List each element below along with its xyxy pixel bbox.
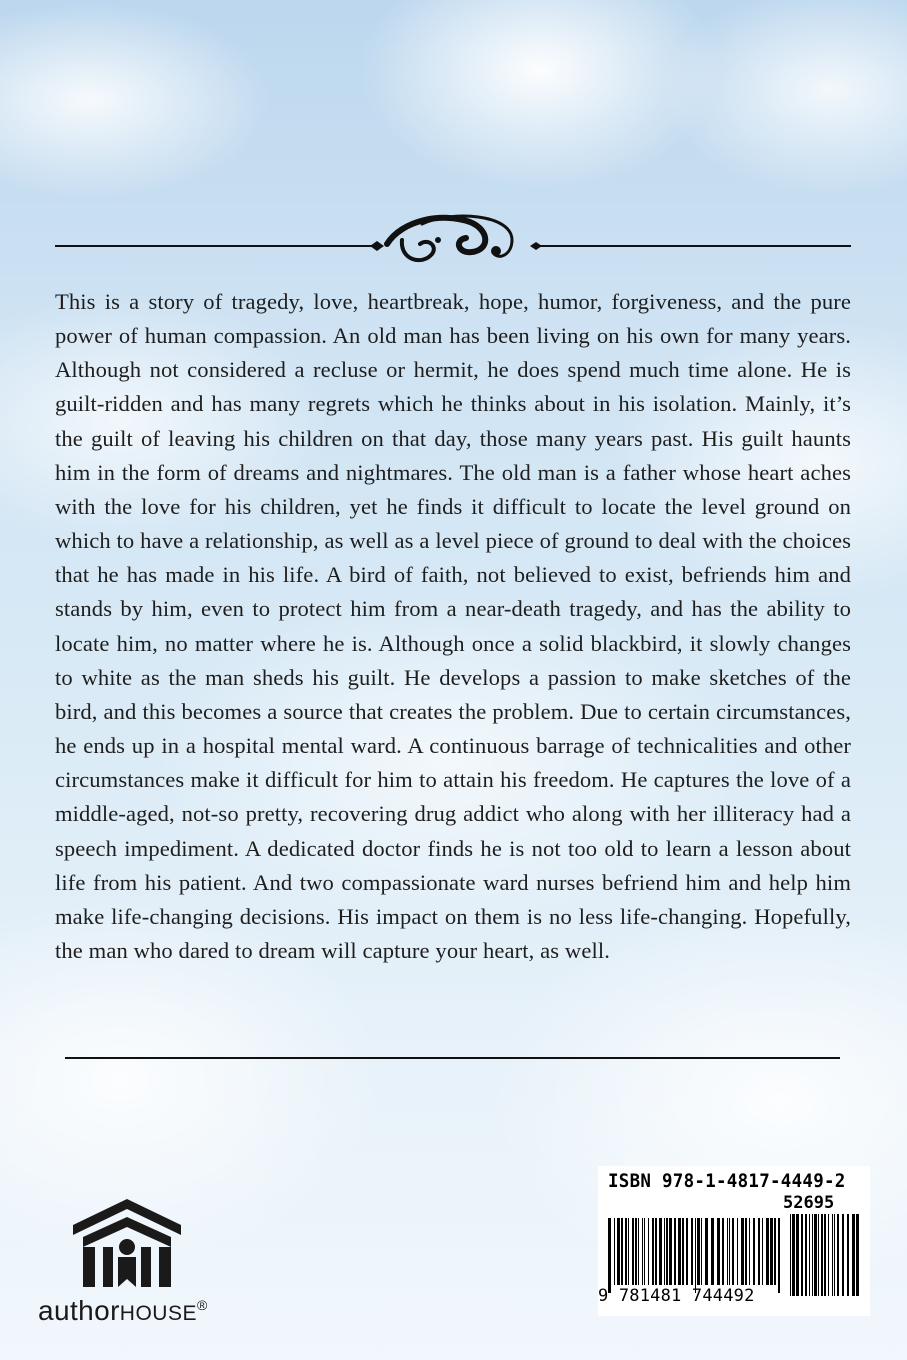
ornament-diamond-left bbox=[370, 241, 384, 251]
barcode-bar bbox=[711, 1218, 714, 1285]
barcode-bar bbox=[659, 1218, 662, 1285]
barcode-bar bbox=[608, 1218, 611, 1293]
barcode-bar bbox=[847, 1214, 849, 1296]
barcode-bar bbox=[655, 1218, 657, 1285]
publisher-name-house: HOUSE bbox=[119, 1302, 197, 1325]
barcode-bar bbox=[621, 1218, 623, 1285]
barcode-bar bbox=[801, 1214, 803, 1296]
barcode-bar bbox=[745, 1218, 747, 1285]
barcode-bar bbox=[809, 1214, 810, 1296]
barcode-bar bbox=[727, 1218, 728, 1285]
barcode-bar bbox=[697, 1218, 700, 1285]
ornament-divider-right bbox=[535, 245, 851, 247]
ornament-center-dot bbox=[435, 237, 441, 243]
barcode-bar bbox=[664, 1218, 665, 1285]
barcode-bar bbox=[705, 1218, 708, 1285]
barcode-bar bbox=[678, 1218, 681, 1285]
barcode-bar bbox=[852, 1214, 855, 1296]
barcode-bar bbox=[837, 1214, 839, 1296]
barcode-bar bbox=[691, 1218, 693, 1285]
barcode-bar bbox=[814, 1214, 817, 1296]
barcode-icon bbox=[608, 1218, 780, 1293]
barcode-bar bbox=[652, 1218, 654, 1285]
barcode-bar bbox=[648, 1218, 649, 1285]
barcode-bar bbox=[796, 1214, 799, 1296]
ornament-right-dot bbox=[491, 246, 501, 256]
barcode-bar bbox=[805, 1214, 807, 1296]
barcode-bar bbox=[701, 1218, 702, 1285]
flourish-ornament-icon bbox=[362, 210, 547, 272]
price-code: 52695 bbox=[783, 1193, 835, 1213]
barcode-bar bbox=[753, 1218, 755, 1285]
barcode-bar bbox=[770, 1218, 773, 1285]
ornament-diamond-right bbox=[530, 242, 542, 250]
barcode-bar bbox=[614, 1218, 615, 1285]
barcode-bar bbox=[666, 1218, 668, 1285]
barcode-bar bbox=[617, 1218, 620, 1285]
barcode-bar bbox=[669, 1218, 672, 1285]
barcode-bar bbox=[749, 1218, 750, 1285]
barcode-bar bbox=[762, 1218, 763, 1285]
publisher-logo bbox=[30, 1195, 230, 1335]
isbn-barcode bbox=[598, 1166, 870, 1316]
barcode-bar bbox=[758, 1218, 760, 1285]
barcode-bar bbox=[832, 1214, 833, 1296]
barcode-bar bbox=[717, 1218, 720, 1285]
barcode-bar bbox=[632, 1218, 634, 1285]
barcode-bar bbox=[642, 1218, 643, 1285]
ornament-divider-left bbox=[55, 245, 373, 247]
barcode-bar bbox=[737, 1218, 738, 1285]
publisher-name-author: author bbox=[38, 1295, 120, 1326]
barcode-bar bbox=[812, 1214, 813, 1296]
barcode-bar bbox=[842, 1214, 844, 1296]
barcode-bar bbox=[824, 1214, 826, 1296]
barcode-bar bbox=[686, 1218, 688, 1285]
barcode-bar bbox=[790, 1214, 791, 1296]
ean-digits: 9 781481 744492 bbox=[598, 1286, 755, 1306]
barcode-bar bbox=[792, 1214, 795, 1296]
barcode-bar bbox=[674, 1218, 676, 1285]
barcode-bar bbox=[635, 1218, 637, 1285]
ornament-left-curl bbox=[402, 240, 434, 260]
barcode-bar bbox=[818, 1214, 819, 1296]
barcode-bar bbox=[638, 1218, 639, 1285]
barcode-bar bbox=[821, 1214, 823, 1296]
barcode-bar bbox=[741, 1218, 744, 1285]
barcode-bar bbox=[778, 1218, 780, 1293]
barcode-bar bbox=[682, 1218, 684, 1285]
barcode-bar bbox=[628, 1218, 629, 1285]
barcode-bar bbox=[695, 1218, 696, 1293]
book-description: This is a story of tragedy, love, heartbreak, hope, humor, forgiveness, and the pure power of human compassion. An old man has been living on his own for many years. Although not considered a recluse or hermit, he does spend much time alone. He is guilt-ridden and has many regrets which he thinks about in his isolation. Mainly, it’s the guilt of leaving his children on that day, those many years past. His guilt haunts him in the form of dreams and nightmares. The old man is a father whose heart aches with the love for his children, yet he finds it difficult to locate the level ground on which to have a relationship, as well as a level piece of ground to deal with the choices that he has made in his life. A bird of faith, not believed to exist, befriends him and stands by him, even to protect him from a near-death tragedy, and has the ability to locate him, no matter where he is. Although once a solid blackbird, it slowly changes to white as the man sheds his guilt. He develops a passion to make sketches of the bird, and this becomes a source that creates the problem. Due to certain circumstances, he ends up in a hospital mental ward. A continuous barrage of technicalities and other circumstances make it difficult for him to attain his freedom. He captures the love of a middle-aged, not-so pretty, recovering drug addict who along with her illiteracy had a speech impediment. A dedicated doctor finds he is not too old to learn a lesson about life from his patient. And two compassionate ward nurses befriend him and help him make life-changing decisions. His impact on them is no less life-changing. Hopefully, the man who dared to dream will capture your heart, as well. bbox=[55, 289, 851, 963]
registered-mark: ® bbox=[196, 1297, 208, 1313]
barcode-bar bbox=[856, 1214, 859, 1296]
barcode-bar bbox=[732, 1218, 734, 1285]
barcode-bar bbox=[625, 1218, 627, 1285]
bottom-divider bbox=[65, 1057, 840, 1059]
isbn-label: ISBN 978-1-4817-4449-2 bbox=[608, 1170, 846, 1192]
barcode-bar bbox=[834, 1214, 835, 1296]
barcode-bar bbox=[644, 1218, 645, 1285]
barcode-bar bbox=[729, 1218, 730, 1285]
addon-barcode-icon bbox=[790, 1214, 860, 1304]
publisher-name bbox=[38, 1295, 208, 1327]
barcode-bar bbox=[774, 1218, 776, 1285]
barcode-bar bbox=[722, 1218, 724, 1285]
barcode-bar bbox=[766, 1218, 769, 1285]
author-house-logo-icon bbox=[67, 1195, 187, 1287]
barcode-bar bbox=[828, 1214, 829, 1296]
